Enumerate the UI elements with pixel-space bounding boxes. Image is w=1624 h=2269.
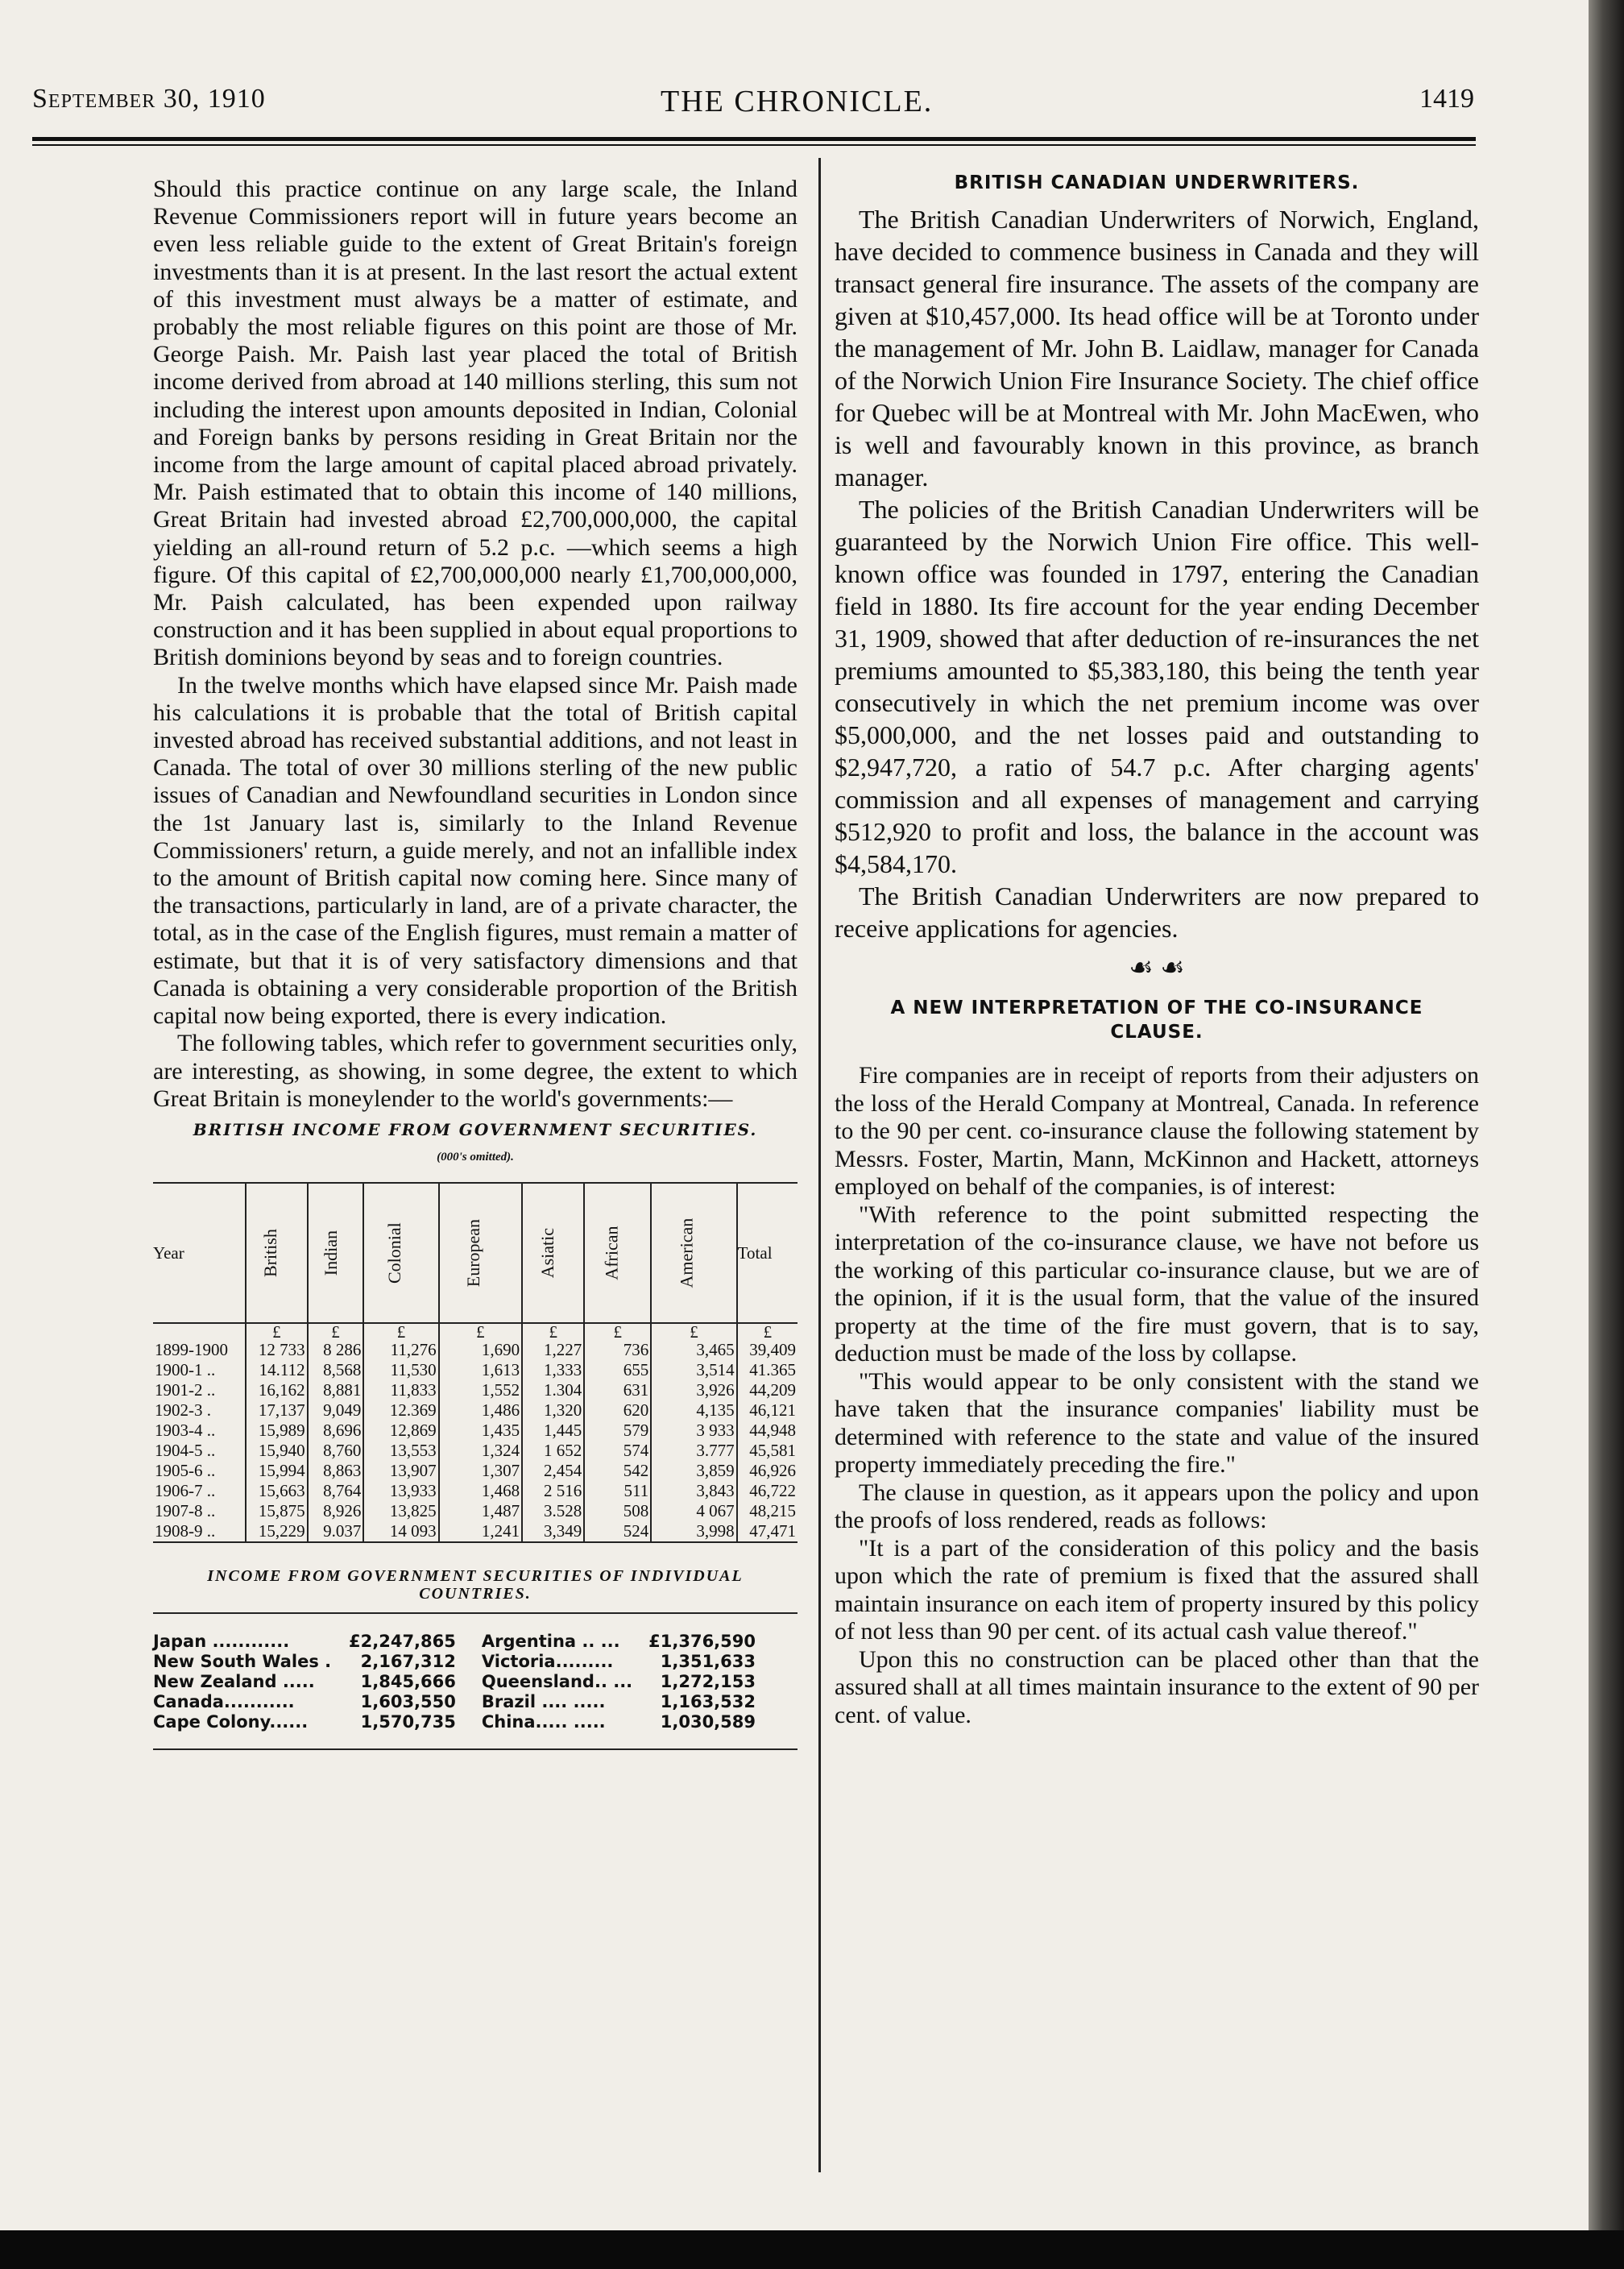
table-row xyxy=(153,1441,798,1461)
table1-value-cell: 1,690 xyxy=(439,1340,522,1360)
table1-value-cell: 3,843 xyxy=(651,1481,736,1501)
table1-year-cell: 1901-2 .. xyxy=(155,1380,216,1400)
page-number: 1419 xyxy=(1419,84,1474,114)
country-income-cell: 1,351,633 xyxy=(660,1652,756,1672)
table1-value-cell: 15,940 xyxy=(246,1441,307,1461)
table1-value-cell: 511 xyxy=(584,1481,651,1501)
table1-header-label: Colonial xyxy=(384,1222,405,1284)
ornament-divider: ☙ ☙ xyxy=(1129,953,1185,983)
table1-year-cell: 1904-5 .. xyxy=(155,1441,216,1461)
table1-value-cell: 574 xyxy=(584,1441,651,1461)
table1-value-cell: 620 xyxy=(584,1400,651,1421)
table1-value-cell: 3,998 xyxy=(651,1521,736,1542)
left-paragraph-3: The following tables, which refer to government securities only, are interesting, as showing, in some degree, the extent to which Great Britain is moneylender to the world's governments:— xyxy=(153,1030,798,1112)
table1-header-label: European xyxy=(462,1219,483,1288)
table1-currency-cell: £ xyxy=(651,1323,736,1340)
table1-currency-cell: £ xyxy=(363,1323,438,1340)
table1-header-label: Year xyxy=(153,1243,184,1263)
table1-value-cell: 2 516 xyxy=(522,1481,584,1501)
table1-year-cell: 1903-4 .. xyxy=(155,1421,216,1441)
government-securities-table xyxy=(153,1182,798,1543)
table1-year-cell: 1905-6 .. xyxy=(155,1461,216,1481)
table1-title: BRITISH INCOME FROM GOVERNMENT SECURITIES. xyxy=(193,1119,758,1139)
table1-value-cell: 3,349 xyxy=(522,1521,584,1542)
right-paragraph-9: Upon this no construction can be placed other than that the assured shall at all times maintain insurance to the extent of 90 per cent. of value. xyxy=(835,1645,1479,1728)
country-name-cell: Argentina .. ... xyxy=(481,1632,620,1652)
country-name-cell: China..... ..... xyxy=(481,1712,606,1732)
country-income-table xyxy=(153,1632,781,1732)
scan-background xyxy=(0,2230,1624,2269)
table1-value-cell: 3,465 xyxy=(651,1340,736,1360)
table1-value-cell: 14.112 xyxy=(246,1360,307,1380)
table-row xyxy=(153,1652,781,1672)
issue-date: September 30, 1910 xyxy=(32,84,266,114)
right-paragraph-5: "With reference to the point submitted respecting the interpretation of the co-insurance clause, we have not before us the working of this particular co-insurance clause, but we are of the opinion, if it is the usual form, that the value of the insured property at the time of the fire must govern, that is to say, deduction must be made of the loss by collapse. xyxy=(835,1201,1479,1367)
right-column xyxy=(835,171,1479,1729)
table1-value-cell: 542 xyxy=(584,1461,651,1481)
table1-value-cell: 508 xyxy=(584,1501,651,1521)
table-row xyxy=(153,1421,798,1441)
table1-value-cell: 579 xyxy=(584,1421,651,1441)
country-income-cell: £1,376,590 xyxy=(648,1632,756,1652)
table1-value-cell: 1,552 xyxy=(439,1380,522,1400)
table1-value-cell: 4,135 xyxy=(651,1400,736,1421)
country-income-cell: £2,247,865 xyxy=(349,1632,456,1652)
country-income-cell: 2,167,312 xyxy=(360,1652,456,1672)
table1-value-cell: 41.365 xyxy=(737,1360,798,1380)
table1-value-cell: 1,486 xyxy=(439,1400,522,1421)
table1-value-cell: 1.304 xyxy=(522,1380,584,1400)
table1-header-1 xyxy=(246,1183,307,1323)
table1-value-cell: 1,227 xyxy=(522,1340,584,1360)
right-paragraph-6: "This would appear to be only consistent with the stand we have taken that the insurance companies' liability must be determined with reference to the state and value of the insured property immediately preceding the fire." xyxy=(835,1367,1479,1478)
table1-value-cell: 1,241 xyxy=(439,1521,522,1542)
header-rule-thin xyxy=(32,144,1476,146)
country-name-cell: New South Wales . xyxy=(153,1652,332,1672)
table1-year-cell: 1906-7 .. xyxy=(155,1481,216,1501)
table1-currency-cell: £ xyxy=(584,1323,651,1340)
table1-value-cell: 12.369 xyxy=(363,1400,438,1421)
table1-header-2 xyxy=(308,1183,364,1323)
table1-value-cell: 15,229 xyxy=(246,1521,307,1542)
table1-value-cell: 12 733 xyxy=(246,1340,307,1360)
table1-value-cell: 1,333 xyxy=(522,1360,584,1380)
table1-year-cell: 1907-8 .. xyxy=(155,1501,216,1521)
table1-value-cell: 13,933 xyxy=(363,1481,438,1501)
country-name-cell: New Zealand ..... xyxy=(153,1672,315,1692)
right-paragraph-8: "It is a part of the consideration of this policy and the basis upon which the rate of premium is fixed that the assured shall maintain insurance on each item of property insured by this policy of not less than 90 per cent. of its actual cash value thereof." xyxy=(835,1534,1479,1645)
table1-value-cell: 15,994 xyxy=(246,1461,307,1481)
table1-currency-row xyxy=(153,1323,798,1340)
left-paragraph-2: In the twelve months which have elapsed since Mr. Paish made his calculations it is probable that the total of British capital invested abroad has received substantial additions, and not least in Canada. The total of over 30 millions sterling of the new public issues of Canadian and Newfoundland securities in London since the 1st January last is, similarly to the Inland Revenue Commissioners' return, a guide merely, and not an infallible index to the amount of British capital now coming here. Since many of the transactions, particularly in land, are of a private character, the total, as in the case of the English figures, must remain a matter of estimate, but that it is of very satisfactory dimensions and that Canada is obtaining a very considerable proportion of the British capital now being exported, there is every indication. xyxy=(153,671,798,1030)
table1-year-cell: 1899-1900 xyxy=(155,1340,228,1360)
table1-value-cell: 1,324 xyxy=(439,1441,522,1461)
article-heading-underwriters: BRITISH CANADIAN UNDERWRITERS. xyxy=(954,172,1360,193)
publication-title: THE CHRONICLE. xyxy=(661,85,934,118)
table1-value-cell: 2,454 xyxy=(522,1461,584,1481)
table-row xyxy=(153,1692,781,1712)
table1-value-cell: 3,514 xyxy=(651,1360,736,1380)
right-paragraph-7: The clause in question, as it appears upon the policy and upon the proofs of loss rendered, reads as follows: xyxy=(835,1479,1479,1533)
country-name-cell: Canada........... xyxy=(153,1692,295,1712)
table1-header-label: Indian xyxy=(320,1230,341,1276)
table1-currency-cell xyxy=(153,1323,246,1340)
table1-value-cell: 736 xyxy=(584,1340,651,1360)
table1-value-cell: 13,825 xyxy=(363,1501,438,1521)
table1-value-cell: 13,907 xyxy=(363,1461,438,1481)
table1-value-cell: 46,722 xyxy=(737,1481,798,1501)
table1-value-cell: 16,162 xyxy=(246,1380,307,1400)
table-row xyxy=(153,1501,798,1521)
binding-edge xyxy=(1589,0,1624,2269)
table-row xyxy=(153,1380,798,1400)
country-income-cell: 1,570,735 xyxy=(360,1712,456,1732)
table1-header-row xyxy=(153,1183,798,1323)
table1-value-cell: 15,663 xyxy=(246,1481,307,1501)
table1-currency-cell: £ xyxy=(737,1323,798,1340)
table1-subtitle: (000's omitted). xyxy=(437,1151,514,1164)
table1-value-cell: 631 xyxy=(584,1380,651,1400)
table1-value-cell: 46,926 xyxy=(737,1461,798,1481)
table1-value-cell: 8,696 xyxy=(308,1421,364,1441)
table1-value-cell: 1,468 xyxy=(439,1481,522,1501)
table1-value-cell: 1,445 xyxy=(522,1421,584,1441)
table1-value-cell: 3,926 xyxy=(651,1380,736,1400)
table1-currency-cell: £ xyxy=(439,1323,522,1340)
table1-value-cell: 8,863 xyxy=(308,1461,364,1481)
country-name-cell: Queensland.. ... xyxy=(481,1672,633,1692)
table1-value-cell: 44,948 xyxy=(737,1421,798,1441)
header-rule-thick xyxy=(32,137,1476,141)
table-row xyxy=(153,1632,781,1652)
table1-value-cell: 3.777 xyxy=(651,1441,736,1461)
table-row xyxy=(153,1360,798,1380)
table1-value-cell: 12,869 xyxy=(363,1421,438,1441)
table1-header-label: Asiatic xyxy=(537,1228,558,1279)
table1-currency-cell: £ xyxy=(522,1323,584,1340)
table-row xyxy=(153,1521,798,1542)
table1-value-cell: 44,209 xyxy=(737,1380,798,1400)
table1-value-cell: 3.528 xyxy=(522,1501,584,1521)
table1-value-cell: 46,121 xyxy=(737,1400,798,1421)
left-paragraph-1: Should this practice continue on any large scale, the Inland Revenue Commissioners report will in future years become an even less reliable guide to the extent of Great Britain's foreign investments than it is at present. In the last resort the actual extent of this investment must always be a matter of estimate, and probably the most reliable figures on this point are those of Mr. George Paish. Mr. Paish last year placed the total of British income derived from abroad at 140 millions sterling, this sum not including the interest upon amounts deposited in Indian, Colonial and Foreign banks by persons residing in Great Britain nor the income from the large amount of capital placed abroad privately. Mr. Paish estimated that to obtain this income of 140 millions, Great Britain had invested abroad £2,700,000,000, the capital yielding an all-round return of 5.2 p.c. —which seems a high figure. Of this capital of £2,700,000,000 nearly £1,700,000,000, Mr. Paish calculated, has been expended upon railway construction and it has been supplied in about equal proportions to British dominions beyond by seas and to foreign countries. xyxy=(153,176,798,671)
table1-year-cell: 1902-3 . xyxy=(155,1400,211,1421)
table-row xyxy=(153,1481,798,1501)
table1-value-cell: 8,568 xyxy=(308,1360,364,1380)
table1-header-3 xyxy=(363,1183,438,1323)
country-income-cell: 1,272,153 xyxy=(660,1672,756,1692)
table1-header-label: African xyxy=(601,1226,622,1280)
table1-value-cell: 45,581 xyxy=(737,1441,798,1461)
country-name-cell: Victoria......... xyxy=(481,1652,614,1672)
column-divider xyxy=(818,158,821,2172)
left-column xyxy=(153,176,798,1750)
table-row xyxy=(153,1712,781,1732)
table1-value-cell: 39,409 xyxy=(737,1340,798,1360)
country-name-cell: Japan ............ xyxy=(153,1632,290,1652)
table1-value-cell: 1,435 xyxy=(439,1421,522,1441)
table2-title: INCOME FROM GOVERNMENT SECURITIES OF INDIVIDUAL COUNTRIES. xyxy=(207,1567,744,1603)
table1-header-8 xyxy=(737,1183,798,1323)
table1-value-cell: 15,989 xyxy=(246,1421,307,1441)
table1-value-cell: 9,049 xyxy=(308,1400,364,1421)
table1-year-cell: 1908-9 .. xyxy=(155,1521,216,1541)
table1-year-cell: 1900-1 .. xyxy=(155,1360,216,1380)
table1-header-0 xyxy=(153,1183,246,1323)
table1-header-7 xyxy=(651,1183,736,1323)
article-heading-coinsurance: A NEW INTERPRETATION OF THE CO-INSURANCE CLAUSE. xyxy=(890,998,1423,1043)
table1-value-cell: 11,530 xyxy=(363,1360,438,1380)
table1-value-cell: 4 067 xyxy=(651,1501,736,1521)
table1-value-cell: 11,833 xyxy=(363,1380,438,1400)
right-paragraph-4: Fire companies are in receipt of reports from their adjusters on the loss of the Herald Company at Montreal, Canada. In reference to the 90 per cent. co-insurance clause the following statement by Messrs. Foster, Martin, Mann, McKinnon and Hackett, attorneys employed on behalf of the companies, is of interest: xyxy=(835,1062,1479,1200)
table1-value-cell: 14 093 xyxy=(363,1521,438,1542)
table1-value-cell: 524 xyxy=(584,1521,651,1542)
table1-value-cell: 1,320 xyxy=(522,1400,584,1421)
page-header xyxy=(32,84,1474,132)
table1-value-cell: 8,764 xyxy=(308,1481,364,1501)
right-paragraph-3: The British Canadian Underwriters are now prepared to receive applications for agencies. xyxy=(835,881,1479,943)
country-name-cell: Cape Colony...... xyxy=(153,1712,309,1732)
table1-header-5 xyxy=(522,1183,584,1323)
table1-header-label: British xyxy=(259,1229,280,1278)
table1-value-cell: 8,760 xyxy=(308,1441,364,1461)
country-income-cell: 1,030,589 xyxy=(660,1712,756,1732)
table1-value-cell: 17,137 xyxy=(246,1400,307,1421)
country-income-cell: 1,845,666 xyxy=(360,1672,456,1692)
table-row xyxy=(153,1400,798,1421)
table1-header-4 xyxy=(439,1183,522,1323)
table1-currency-cell: £ xyxy=(308,1323,364,1340)
table1-value-cell: 8,881 xyxy=(308,1380,364,1400)
table1-value-cell: 8 286 xyxy=(308,1340,364,1360)
table1-value-cell: 8,926 xyxy=(308,1501,364,1521)
table1-value-cell: 1,487 xyxy=(439,1501,522,1521)
table2-wrap xyxy=(153,1612,798,1750)
table1-value-cell: 48,215 xyxy=(737,1501,798,1521)
table1-header-label: American xyxy=(676,1217,697,1288)
table1-value-cell: 11,276 xyxy=(363,1340,438,1360)
table-row xyxy=(153,1340,798,1360)
table-row xyxy=(153,1461,798,1481)
table1-header-6 xyxy=(584,1183,651,1323)
table1-value-cell: 47,471 xyxy=(737,1521,798,1542)
country-name-cell: Brazil .... ..... xyxy=(481,1692,606,1712)
table1-value-cell: 3,859 xyxy=(651,1461,736,1481)
right-paragraph-1: The British Canadian Underwriters of Norwich, England, have decided to commence business in Canada and they will transact general fire insurance. The assets of the company are given at $10,457,000. Its head office will be at Toronto under the management of Mr. John B. Laidlaw, manager for Canada of the Norwich Union Fire Insurance Society. The chief office for Quebec will be at Montreal with Mr. John MacEwen, who is well and favourably known in this province, as branch manager. xyxy=(835,205,1479,492)
table1-value-cell: 15,875 xyxy=(246,1501,307,1521)
country-income-cell: 1,163,532 xyxy=(660,1692,756,1712)
table1-value-cell: 1,307 xyxy=(439,1461,522,1481)
table1-value-cell: 9.037 xyxy=(308,1521,364,1542)
table-row xyxy=(153,1672,781,1692)
table1-value-cell: 13,553 xyxy=(363,1441,438,1461)
right-paragraph-2: The policies of the British Canadian Underwriters will be guaranteed by the Norwich Union Fire office. This well-known office was founded in 1797, entering the Canadian field in 1880. Its fire account for the year ending December 31, 1909, showed that after deduction of re-insurances the net premiums amounted to $5,383,180, this being the tenth year consecutively in which the net premium income was over $5,000,000, and the net losses paid and outstanding to $2,947,720, a ratio of 54.7 p.c. After charging agents' commission and all expenses of management and carrying $512,920 to profit and loss, the balance in the account was $4,584,170. xyxy=(835,495,1479,878)
country-income-cell: 1,603,550 xyxy=(360,1692,456,1712)
table1-header-label: Total xyxy=(737,1243,773,1263)
table1-currency-cell: £ xyxy=(246,1323,307,1340)
table1-value-cell: 1 652 xyxy=(522,1441,584,1461)
table1-value-cell: 1,613 xyxy=(439,1360,522,1380)
table1-value-cell: 655 xyxy=(584,1360,651,1380)
table1-value-cell: 3 933 xyxy=(651,1421,736,1441)
